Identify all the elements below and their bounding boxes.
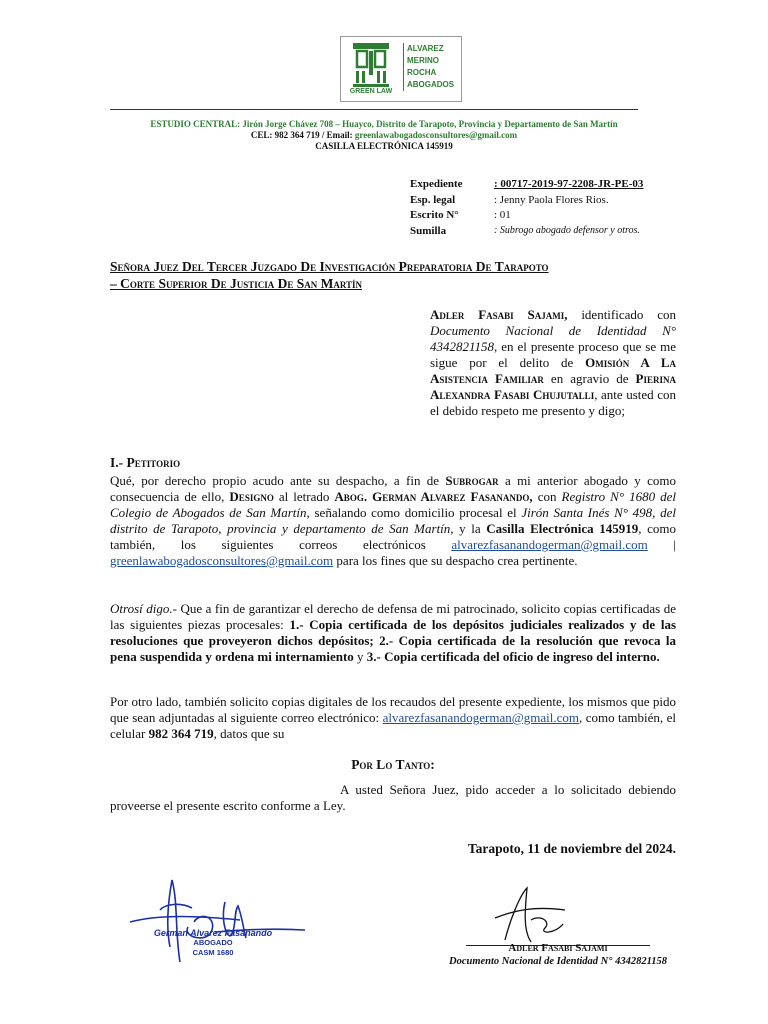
logo-name: ABOGADOS [407, 80, 455, 89]
date-line: Tarapoto, 11 de noviembre del 2024. [467, 841, 676, 856]
case-label-sumilla: Sumilla [410, 225, 447, 237]
subrogar-term: Subrogar [445, 473, 499, 488]
otro-lado-text: , como también, el celular [110, 710, 677, 741]
case-value-sumilla: : Subrogo abogado defensor y otros. [494, 225, 640, 236]
procedural-address: Jirón Santa Inés N° 498, del distrito de Tarapoto, provincia y departamento de San Martín [110, 505, 676, 536]
stamp-registry: CASM 1680 [192, 948, 234, 957]
intro-text: identificado con [567, 307, 676, 322]
cellphone: 982 364 719 [148, 726, 214, 741]
lawyer-registry: Registro N° 1680 del Colegio de Abogados de San Martín [110, 489, 676, 520]
lawyer-stamp [148, 928, 278, 958]
intro-paragraph [430, 307, 676, 419]
petitorio-paragraph [110, 473, 676, 569]
contact-line [100, 130, 668, 141]
por-lo-tanto-heading: Por Lo Tanto: [351, 757, 435, 772]
petitioner-signature-dni: Documento Nacional de Identidad N° 4342821158 [449, 956, 667, 967]
otrosi-request-1-2: 1.- Copia certificada de los depósitos judiciales realizados y de las resoluciones que proveyeron dichos depósitos; 2.- Copia certificada de la resolución que revoca la pena suspendida y ordena mi internamiento [110, 617, 676, 664]
office-address-line [100, 119, 668, 130]
case-value-esp-legal: : Jenny Paola Flores Rios. [494, 194, 609, 206]
logo-brand: GREEN LAW [349, 88, 393, 95]
otrosi-request-3: 3.- Copia certificada del oficio de ingreso del interno. [366, 649, 660, 664]
pillars-logo-icon [347, 41, 395, 89]
otrosi-text: y [353, 649, 367, 664]
petitorio-text: con [532, 489, 562, 504]
petitorio-text: para los fines que su despacho crea pertinente. [333, 553, 578, 568]
firm-logo [340, 36, 462, 102]
email-separator: | [647, 537, 676, 552]
email-link-2[interactable]: greenlawabogadosconsultores@gmail.com [110, 553, 334, 568]
header-rule [110, 109, 638, 110]
stamp-name: German Alvarez Fasanando [153, 928, 273, 938]
otrosi-label: Otrosí digo.- [110, 601, 177, 616]
otrosi-paragraph [110, 601, 676, 665]
petitioner-signature-name: Adler Fasabi Sajami [508, 942, 608, 954]
logo-firm-names [403, 43, 463, 91]
case-label-expediente: Expediente [410, 178, 463, 190]
email-link-1[interactable]: alvarezfasanandogerman@gmail.com [451, 537, 648, 552]
logo-name: ALVAREZ [407, 44, 444, 53]
victim-name: Pierina Alexandra Fasabi Chujutalli [430, 371, 676, 402]
office-label: ESTUDIO CENTRAL: [150, 119, 241, 129]
logo-name: MERINO [407, 56, 439, 65]
petitorio-text: , señalando como domicilio procesal el [306, 505, 522, 520]
petitorio-text: al letrado [273, 489, 335, 504]
office-address: Jirón Jorge Chávez 708 – Huayco, Distrito de Tarapoto, Provincia y Departamento de San Martín [242, 119, 618, 129]
petitorio-text: , como también, los siguientes correos electrónicos [110, 521, 676, 552]
cel-value: 982 364 719 / Email: [274, 130, 353, 140]
email-link-3[interactable]: alvarezfasanandogerman@gmail.com [382, 710, 579, 725]
addressee-line-2: – Corte Superior De Justicia De San Martín [110, 276, 363, 291]
electronic-box: Casilla Electrónica 145919 [486, 521, 639, 536]
addressee-line-1: Señora Juez Del Tercer Juzgado De Investigación Preparatoria De Tarapoto [110, 259, 549, 274]
case-value-expediente: : 00717-2019-97-2208-JR-PE-03 [494, 178, 644, 190]
stamp-title: ABOGADO [193, 938, 233, 947]
otro-lado-text: Por otro lado, también solicito copias digitales de los recaudos del presente expediente, los mismos que pido que sean adjuntadas al siguiente correo electrónico: [110, 694, 676, 725]
otro-lado-paragraph [110, 694, 676, 742]
petitioner-signature [465, 880, 585, 950]
crime-name: Omisión A La Asistencia Familiar [430, 355, 676, 386]
lawyer-name: Abog. German Alvarez Fasanando, [334, 489, 533, 504]
casilla-line: CASILLA ELECTRÓNICA 145919 [315, 141, 453, 151]
otro-lado-text: , datos que su [213, 726, 285, 741]
petitorio-text: a mi anterior abogado y como consecuencia de ello, [110, 473, 676, 504]
intro-text: en agravio de [543, 371, 636, 386]
logo-name: ROCHA [407, 68, 437, 77]
por-lo-tanto-text: A usted Señora Juez, pido acceder a lo solicitado debiendo proveerse el presente escrito conforme a Ley. [110, 782, 676, 813]
intro-dni: Documento Nacional de Identidad N° 4342821158 [430, 323, 676, 354]
case-label-esp-legal: Esp. legal [410, 194, 456, 206]
intro-text: , ante usted con el debido respeto me presento y digo; [430, 387, 676, 418]
header-email[interactable]: greenlawabogadosconsultores@gmail.com [354, 130, 518, 140]
case-label-escrito: Escrito N° [410, 209, 459, 221]
petitioner-name: Adler Fasabi Sajami, [430, 307, 568, 322]
petitorio-text: Qué, por derecho propio acudo ante su despacho, a fin de [110, 473, 446, 488]
case-value-escrito: : 01 [494, 209, 511, 221]
designo-term: Designo [229, 489, 274, 504]
petitorio-heading: I.- Petitorio [110, 455, 181, 470]
petitorio-text: , y la [450, 521, 487, 536]
otrosi-text: Que a fin de garantizar el derecho de defensa de mi patrocinado, solicito copias certificadas de las siguientes piezas procesales: [110, 601, 676, 632]
intro-text: , en el presente proceso que se me sigue por el delito de [430, 339, 676, 370]
cel-label: CEL: [250, 130, 273, 140]
